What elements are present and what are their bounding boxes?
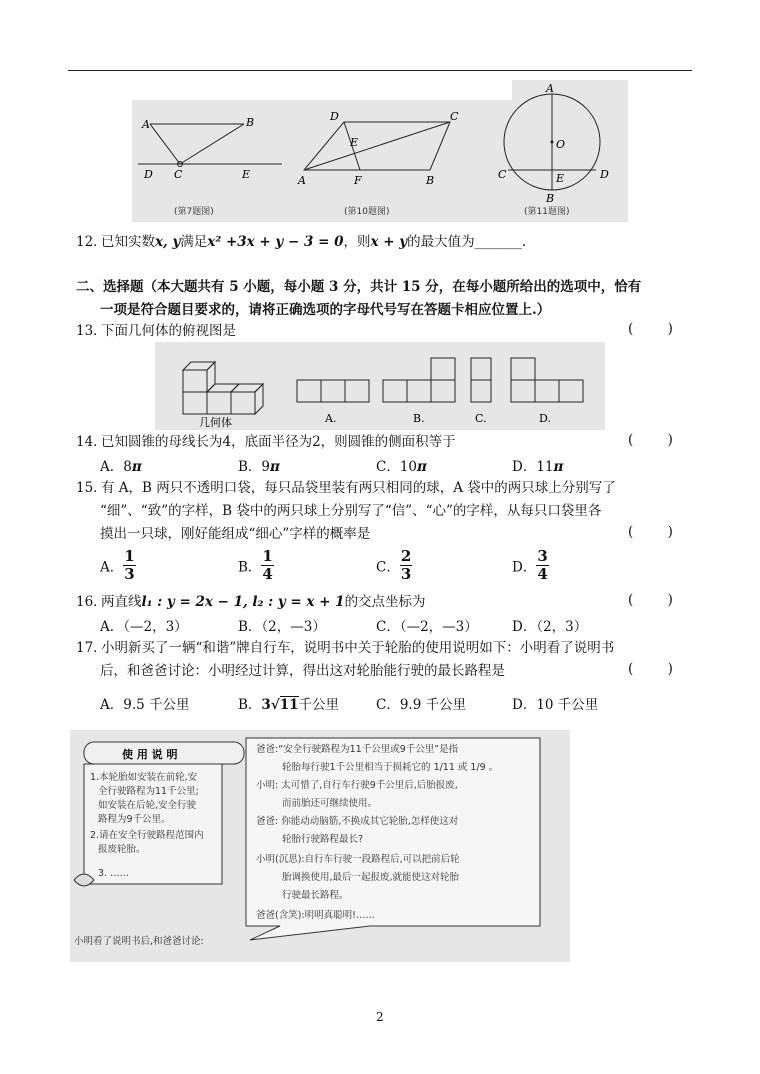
fig11-caption: (第11题图) (524, 207, 570, 217)
question-17-line-2: 后，和爸爸讨论：小明经过计算，得出这对轮胎能行驶的最长路程是 (100, 663, 505, 679)
question-15-line-2: “细”、“致”的字样，B 袋中的两只球上分别写了“信”、“心”的字样，从每只口袋里各 (100, 503, 602, 519)
fig10-label-a: A (298, 174, 306, 187)
fig7-label-e: E (242, 168, 251, 181)
answer-paren-15: ( ) (628, 524, 673, 540)
q14-option-a[interactable]: A．8π (100, 459, 142, 475)
dialog-line-4: 而前胎还可继续使用。 (282, 798, 378, 809)
question-15-line-1: 15．有 A，B 两只不透明口袋，每只品袋里装有两只相同的球，A 袋中的两只球上分别写了 (76, 480, 616, 496)
question-14: 14．已知圆锥的母线长为4，底面半径为2，则圆锥的侧面积等于 (76, 434, 456, 450)
q13-label-a: A. (325, 412, 337, 425)
question-13: 13．下面几何体的俯视图是 (76, 323, 236, 339)
q13-figure (155, 342, 605, 430)
dialog-line-6: 轮胎行驶路程最长? (282, 834, 364, 845)
q16-option-d[interactable]: D．（2，3） (512, 619, 588, 635)
fig10-label-c: C (450, 110, 459, 123)
fig11-label-d: D (600, 168, 609, 181)
q13-label-b: B. (413, 412, 425, 425)
question-12: 12．已知实数x, y满足x² +3x + y − 3 = 0，则x + y的最大值为_______. (76, 234, 527, 250)
dialog-line-3: 小明: 太可惜了,自行车行驶9千公里后,后胎报废, (256, 780, 458, 791)
question-17-line-1: 17．小明新买了一辆“和谐”牌自行车，说明书中关于轮胎的使用说明如下：小明看了说明书 (76, 640, 615, 656)
dialog-line-5: 爸爸: 你能动动脑筋,不换成其它轮胎,怎样使这对 (256, 816, 459, 827)
page-number: 2 (376, 1010, 384, 1024)
dialog-line-7: 小明(沉思):自行车行驶一段路程后,可以把前后轮 (256, 854, 460, 865)
manual-line-5: 2.请在安全行驶路程范围内 (90, 830, 204, 841)
section-2-line-2: 一项是符合题目要求的，请将正确选项的字母代号写在答题卡相应位置上.） (100, 302, 551, 318)
q14-option-d[interactable]: D．11π (512, 459, 564, 475)
manual-line-3: 如安装在后轮,安全行驶 (98, 800, 197, 811)
fig11-label-c: C (498, 168, 507, 181)
fig11-label-a: A (546, 82, 554, 95)
header-rule (68, 70, 692, 71)
q17-option-c[interactable]: C．9.9 千公里 (376, 697, 467, 713)
q17-option-a[interactable]: A．9.5 千公里 (100, 697, 190, 713)
manual-dialog-art (70, 730, 570, 962)
fig7-label-b: B (246, 116, 255, 129)
answer-paren-17: ( ) (628, 661, 673, 677)
geometry-figures (132, 80, 628, 222)
fig11-label-o: O (556, 138, 566, 151)
answer-paren-16: ( ) (628, 592, 673, 608)
q15-option-b[interactable]: B． $\frac{1}{4}$ (238, 547, 273, 583)
figure-11 (498, 82, 609, 217)
q15-option-d[interactable]: D． $\frac{3}{4}$ (512, 547, 548, 583)
manual-title: 使 用 说 明 (122, 748, 178, 761)
manual-bottom-caption: 小明看了说明书后,和爸爸讨论: (74, 936, 204, 947)
q16-option-b[interactable]: B．（2，—3） (238, 619, 326, 635)
question-15-line-3: 摸出一只球，刚好能组成“细心”字样的概率是 (100, 526, 371, 542)
fig7-label-a: A (142, 118, 150, 131)
dialog-line-1: 爸爸:“安全行驶路程为11千公里或9千公里”是指 (256, 744, 459, 755)
fig10-label-e: E (350, 136, 359, 149)
fig11-label-e: E (556, 172, 565, 185)
manual-line-4: 路程为9千公里。 (98, 814, 171, 825)
q17-option-d[interactable]: D．10 千公里 (512, 697, 599, 713)
q13-label-d: D. (539, 412, 551, 425)
fig10-label-f: F (354, 174, 362, 187)
q13-label-solid: 几何体 (199, 416, 232, 429)
q14-option-c[interactable]: C．10π (376, 459, 427, 475)
q16-option-c[interactable]: C．（—2，—3） (376, 619, 478, 635)
manual-line-2: 全行驶路程为11千公里; (98, 786, 199, 797)
answer-paren-14: ( ) (628, 432, 673, 448)
q15-option-a[interactable]: A． $\frac{1}{3}$ (100, 547, 135, 583)
manual-line-1: 1.本轮胎如安装在前轮,安 (90, 772, 198, 783)
fig7-label-c: C (174, 168, 183, 181)
q14-option-b[interactable]: B．9π (238, 459, 280, 475)
dialog-line-10: 爸爸(含笑):明明真聪明!…… (256, 910, 375, 921)
q13-label-c: C. (475, 412, 487, 425)
q15-option-c[interactable]: C． $\frac{2}{3}$ (376, 547, 412, 583)
question-16: 16．两直线l₁ : y = 2x − 1, l₂ : y = x + 1的交点坐标为 (76, 594, 426, 610)
dialog-line-9: 行驶最长路程。 (282, 890, 349, 901)
fig7-label-d: D (144, 168, 153, 181)
fig11-label-b: B (546, 192, 555, 205)
manual-line-6: 报废轮胎。 (98, 844, 146, 855)
fig10-label-d: D (330, 110, 339, 123)
manual-line-7: 3. …… (98, 868, 130, 879)
fig10-caption: (第10题图) (344, 207, 390, 217)
section-2-line-1: 二、选择题（本大题共有 5 小题，每小题 3 分，共计 15 分，在每小题所给出的选项中，恰有 (76, 279, 642, 295)
dialog-line-2: 轮胎每行驶1千公里相当于损耗它的 1/11 或 1/9 。 (282, 762, 499, 773)
figure-7 (138, 116, 282, 217)
fig7-caption: (第7题图) (174, 207, 214, 217)
q16-option-a[interactable]: A．（—2，3） (100, 619, 188, 635)
answer-paren-13: ( ) (628, 321, 673, 337)
fig10-label-b: B (426, 174, 435, 187)
q17-option-b[interactable]: B．3√11千公里 (238, 697, 339, 713)
figure-10 (297, 110, 459, 217)
dialog-line-8: 胎调换使用,最后一起报废,就能使这对轮胎 (282, 872, 460, 883)
